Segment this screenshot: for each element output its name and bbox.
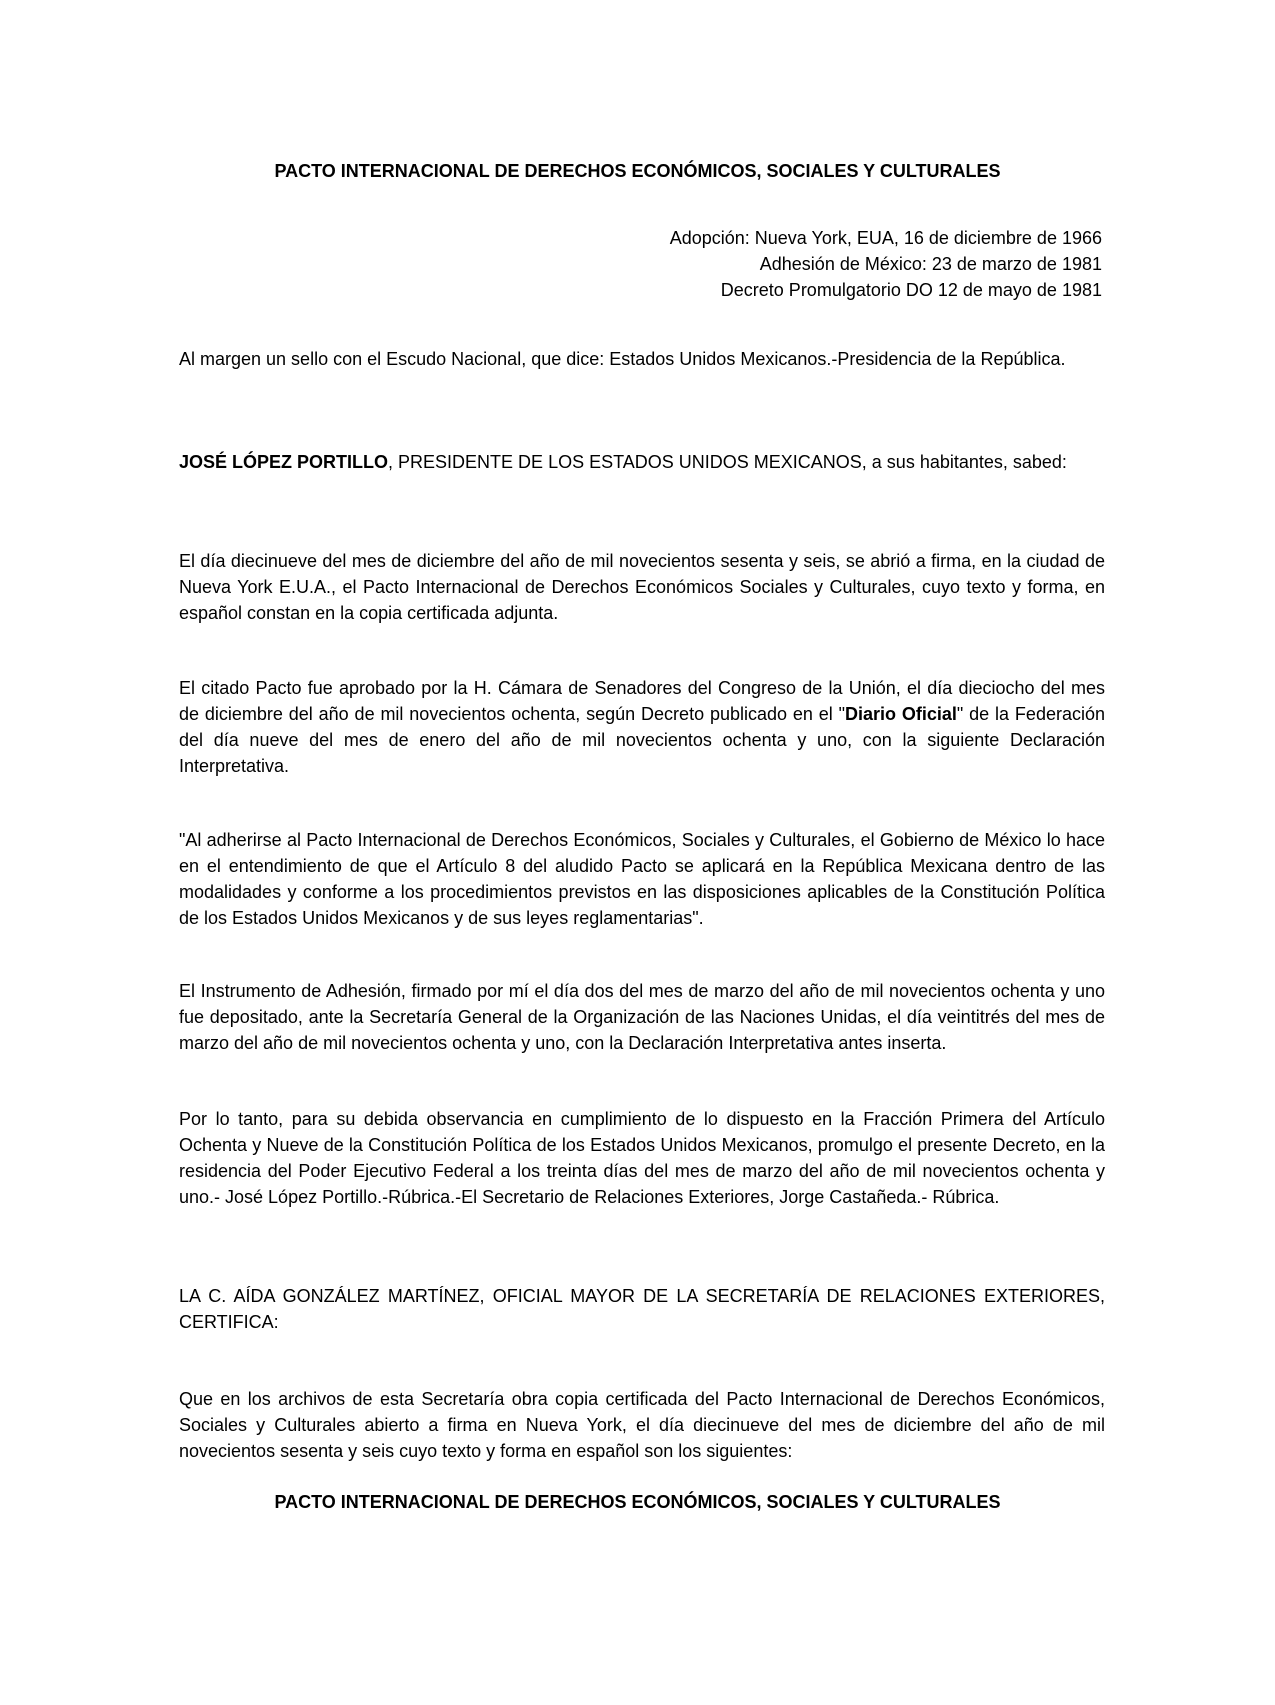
paragraph-interpretative-declaration: "Al adherirse al Pacto Internacional de Derechos Económicos, Sociales y Culturales, el Gobierno de México lo hace en el entendimiento de que el Artículo 8 del aludido Pacto se aplicará en la República Mexicana dentro de las modalidades y conforme a los procedimientos previstos en las disposiciones aplicables de la Constitución Política de los Estados Unidos Mexicanos y de sus leyes reglamentarias". — [179, 830, 1105, 928]
president-rest: , PRESIDENTE DE LOS ESTADOS UNIDOS MEXICANOS, a sus habitantes, sabed: — [388, 452, 1067, 472]
paragraph-certification: LA C. AÍDA GONZÁLEZ MARTÍNEZ, OFICIAL MAYOR DE LA SECRETARÍA DE RELACIONES EXTERIORES, CERTIFICA: — [179, 1286, 1105, 1332]
paragraph-margin-seal: Al margen un sello con el Escudo Nacional, que dice: Estados Unidos Mexicanos.-Presidencia de la República. — [179, 349, 1066, 369]
paragraph-promulgation: Por lo tanto, para su debida observancia en cumplimiento de lo dispuesto en la Fracción Primera del Artículo Ochenta y Nueve de la Constitución Política de los Estados Unidos Mexicanos, promulgo el presente Decreto, en la residencia del Poder Ejecutivo Federal a los treinta días del mes de marzo del año de mil novecientos ochenta y uno.- José López Portillo.-Rúbrica.-El Secretario de Relaciones Exteriores, Jorge Castañeda.- Rúbrica. — [179, 1109, 1105, 1207]
approval-text-before: El citado Pacto fue aprobado por la H. Cámara de Senadores del Congreso de la Unión, el día dieciocho del mes de diciembre del año de mil novecientos ochenta, según Decreto publicado en el " — [179, 678, 1105, 724]
document-title-bottom: PACTO INTERNACIONAL DE DERECHOS ECONÓMICOS, SOCIALES Y CULTURALES — [274, 1492, 1001, 1512]
paragraph-president — [179, 449, 1105, 475]
paragraph-senate-approval — [179, 675, 1105, 779]
adoption-metadata — [600, 225, 1102, 303]
adoption-line: Adopción: Nueva York, EUA, 16 de diciembre de 1966 — [669, 228, 1102, 248]
paragraph-instrument-of-adhesion: El Instrumento de Adhesión, firmado por mí el día dos del mes de marzo del año de mil novecientos ochenta y uno fue depositado, ante la Secretaría General de la Organización de las Naciones Unidas, el día veintitrés del mes de marzo del año de mil novecientos ochenta y uno, con la Declaración Interpretativa antes inserta. — [179, 981, 1105, 1053]
paragraph-opened-for-signature: El día diecinueve del mes de diciembre del año de mil novecientos sesenta y seis, se abrió a firma, en la ciudad de Nueva York E.U.A., el Pacto Internacional de Derechos Económicos Sociales y Culturales, cuyo texto y forma, en español constan en la copia certificada adjunta. — [179, 551, 1105, 623]
diario-oficial: Diario Oficial — [845, 704, 957, 724]
president-name: JOSÉ LÓPEZ PORTILLO — [179, 452, 389, 472]
adhesion-line: Adhesión de México: 23 de marzo de 1981 — [759, 254, 1102, 274]
paragraph-archives: Que en los archivos de esta Secretaría obra copia certificada del Pacto Internacional de Derechos Económicos, Sociales y Culturales abierto a firma en Nueva York, el día diecinueve del mes de diciembre del año de mil novecientos sesenta y seis cuyo texto y forma en español son los siguientes: — [179, 1389, 1105, 1461]
decree-line: Decreto Promulgatorio DO 12 de mayo de 1981 — [720, 280, 1102, 300]
document-title-top: PACTO INTERNACIONAL DE DERECHOS ECONÓMICOS, SOCIALES Y CULTURALES — [274, 161, 1001, 181]
approval-text-after: " de la Federación del día nueve del mes de enero del año de mil novecientos ochenta y uno, con la siguiente Declaración Interpretativa. — [179, 704, 1105, 776]
